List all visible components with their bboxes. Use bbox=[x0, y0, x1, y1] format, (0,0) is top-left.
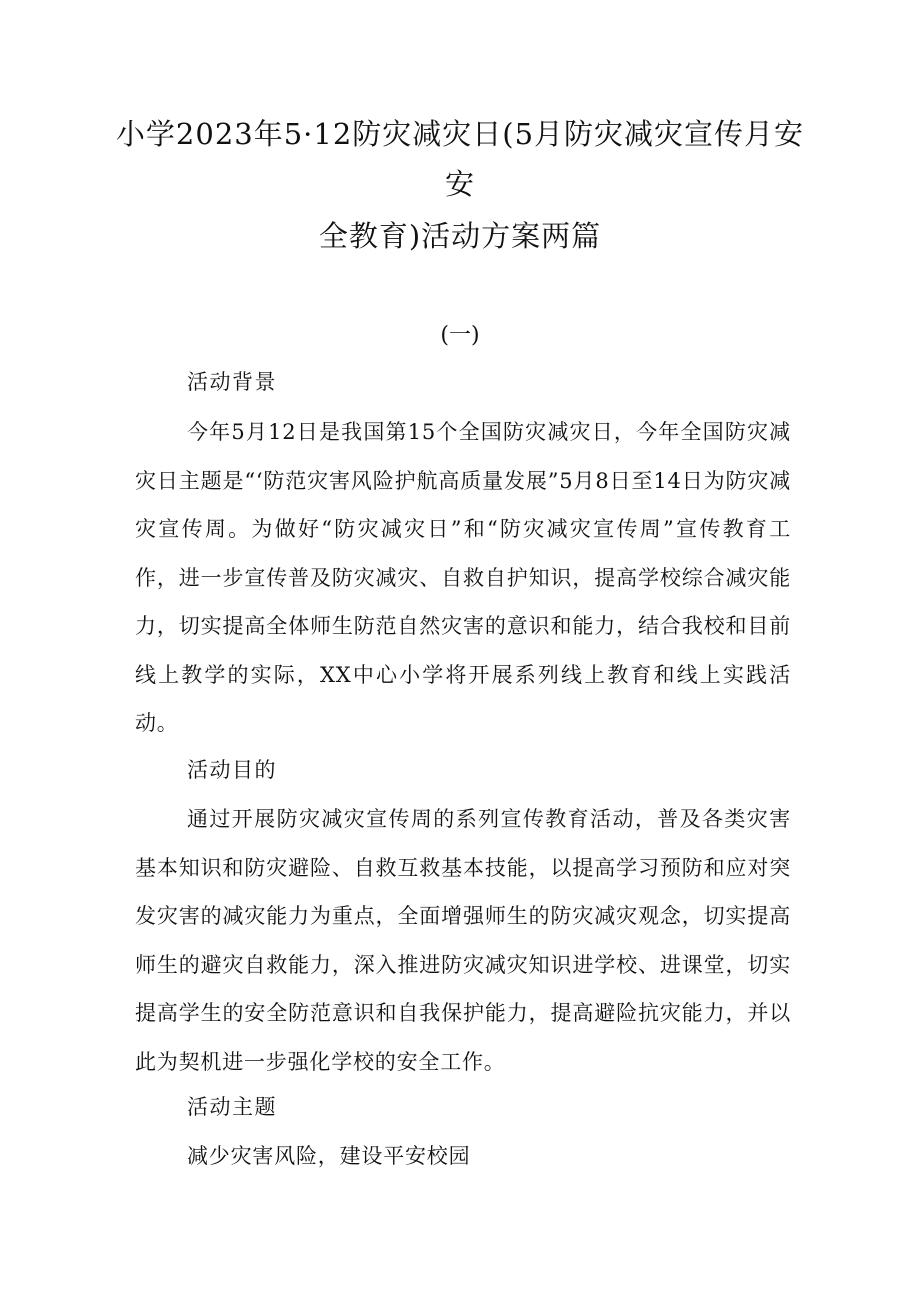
heading-theme: 活动主题 bbox=[187, 1095, 277, 1119]
paragraph-background: 今年5月12日是我国第15个全国防灾减灾日，今年全国防灾减灾日主题是“‘防范灾害风险护航高质量发展”5月8日至14日为防灾减灾宣传周。为做好“防灾减灾日”和“防灾减灾宣传周”宣传教育工作，进一步宣传普及防灾减灾、自救自护知识，提高学校综合减灾能力，切实提高全体师生防范自然灾害的意识和能力，结合我校和目前线上教学的实际，XX中心小学将开展系列线上教育和线上实践活动。 bbox=[135, 420, 791, 735]
document-title-line-1: 小学2023年5·12防灾减灾日(5月防灾减灾宣传月安 bbox=[115, 117, 805, 151]
paragraph-purpose: 通过开展防灾减灾宣传周的系列宣传教育活动，普及各类灾害基本知识和防灾避险、自救互救基本技能，以提高学习预防和应对突发灾害的减灾能力为重点，全面增强师生的防灾减灾观念，切实提高师生的避灾自救能力，深入推进防灾减灾知识进学校、进课堂，切实提高学生的安全防范意识和自我保护能力，提高避险抗灾能力，并以此为契机进一步强化学校的安全工作。 bbox=[135, 807, 791, 1074]
document-title-line-2: 安 bbox=[444, 167, 475, 201]
heading-background: 活动背景 bbox=[187, 370, 277, 394]
section-number: (一) bbox=[440, 323, 480, 348]
heading-purpose: 活动目的 bbox=[187, 758, 277, 782]
paragraph-theme: 减少灾害风险，建设平安校园 bbox=[187, 1144, 471, 1168]
document-title-line-3: 全教育)活动方案两篇 bbox=[318, 219, 602, 253]
